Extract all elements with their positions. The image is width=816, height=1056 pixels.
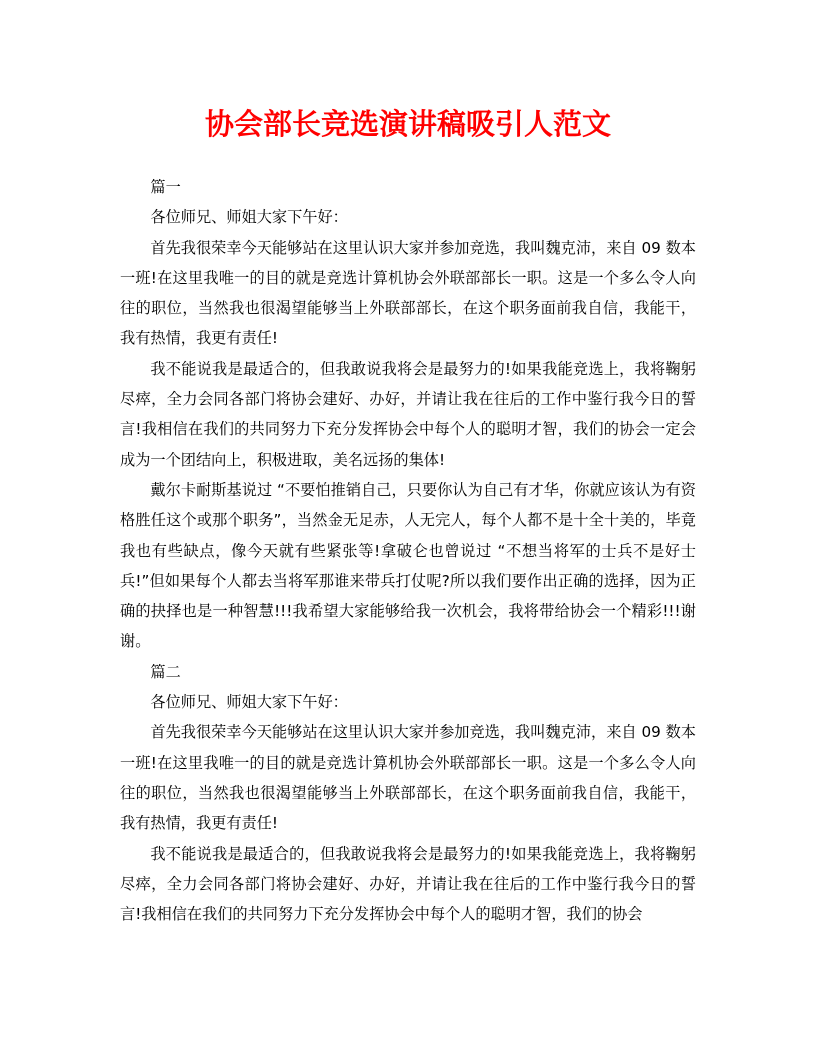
document-body xyxy=(120,172,696,929)
section-heading: 篇一 xyxy=(150,178,181,196)
paragraph: 我不能说我是最适合的，但我敢说我将会是最努力的!如果我能竞选上，我将鞠躬尽瘁，全力会同各部门将协会建好、办好，并请让我在往后的工作中鉴行我今日的誓言!我相信在我们的共同努力下充分发挥协会中每个人的聪明才智，我们的协会一定会成为一个团结向上，积极进取，美名远扬的集体! xyxy=(120,359,696,469)
paragraph: 我不能说我是最适合的，但我敢说我将会是最努力的!如果我能竞选上，我将鞠躬尽瘁，全力会同各部门将协会建好、办好，并请让我在往后的工作中鉴行我今日的誓言!我相信在我们的共同努力下充分发挥协会中每个人的聪明才智，我们的协会 xyxy=(120,844,696,924)
section-heading: 篇二 xyxy=(150,662,181,681)
paragraph: 首先我很荣幸今天能够站在这里认识大家并参加竞选，我叫魏克沛，来自 09 数本一班!在这里我唯一的目的就是竞选计算机协会外联部部长一职。这是一个多么令人向往的职位，当然我也很渴望能够当上外联部部长，在这个职务面前我自信，我能干，我有热情，我更有责任! xyxy=(120,238,696,348)
greeting: 各位师兄、师姐大家下午好： xyxy=(150,208,348,227)
greeting: 各位师兄、师姐大家下午好： xyxy=(150,693,348,712)
paragraph: 戴尔卡耐斯基说过 “不要怕推销自己，只要你认为自己有才华，你就应该认为有资格胜任这个或那个职务”，当然金无足赤，人无完人，每个人都不是十全十美的，毕竟我也有些缺点，像今天就有些紧张等!拿破仑也曾说过 “不想当将军的士兵不是好士兵!”但如果每个人都去当将军那谁来带兵打仗呢?所以我们要作出正确的选择，因为正确的抉择也是一种智慧!!!我希望大家能够给我一次机会，我将带给协会一个精彩!!!谢谢。 xyxy=(120,480,696,651)
document-title: 协会部长竞选演讲稿吸引人范文 xyxy=(204,107,611,141)
paragraph: 首先我很荣幸今天能够站在这里认识大家并参加竞选，我叫魏克沛，来自 09 数本一班!在这里我唯一的目的就是竞选计算机协会外联部部长一职。这是一个多么令人向往的职位，当然我也很渴望能够当上外联部部长，在这个职务面前我自信，我能干，我有热情，我更有责任! xyxy=(120,723,696,833)
